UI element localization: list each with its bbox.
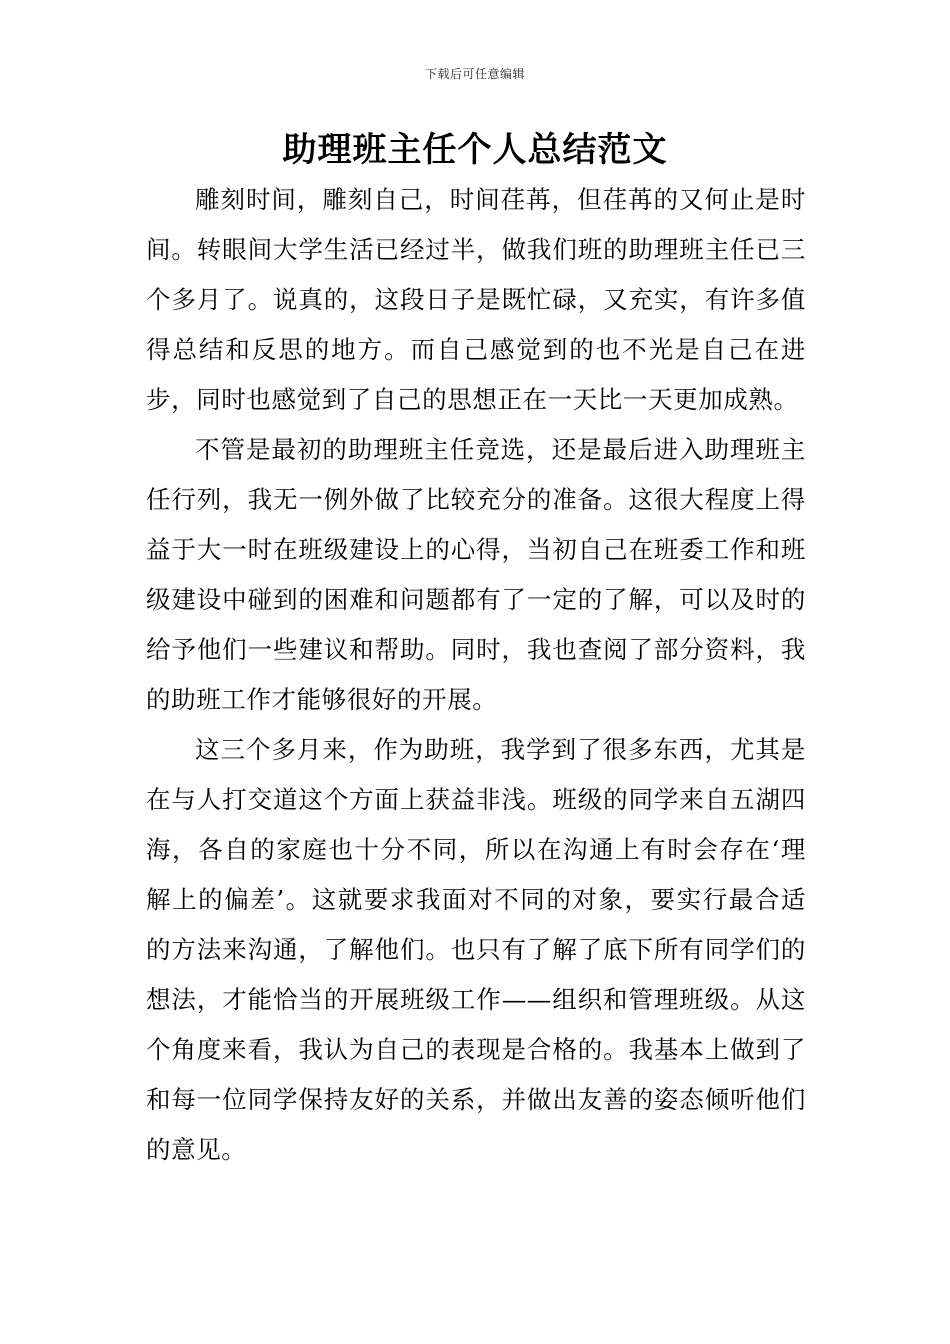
document-body [146,175,806,1175]
paragraph-3: 这三个多月来，作为助班，我学到了很多东西，尤其是在与人打交道这个方面上获益非浅。班级的同学来自五湖四海，各自的家庭也十分不同，所以在沟通上有时会存在‘理解上的偏差’。这就要求我面对不同的对象，要实行最合适的方法来沟通，了解他们。也只有了解了底下所有同学们的想法，才能恰当的开展班级工作——组织和管理班级。从这个角度来看，我认为自己的表现是合格的。我基本上做到了和每一位同学保持友好的关系，并做出友善的姿态倾听他们的意见。 [146,735,806,1164]
header-note: 下载后可任意编辑 [424,67,525,81]
document-title: 助理班主任个人总结范文 [282,130,668,170]
paragraph-1: 雕刻时间，雕刻自己，时间荏苒，但荏苒的又何止是时间。转眼间大学生活已经过半，做我们班的助理班主任已三个多月了。说真的，这段日子是既忙碌，又充实，有许多值得总结和反思的地方。而自己感觉到的也不光是自己在进步，同时也感觉到了自己的思想正在一天比一天更加成熟。 [146,185,806,414]
paragraph-2: 不管是最初的助理班主任竞选，还是最后进入助理班主任行列，我无一例外做了比较充分的准备。这很大程度上得益于大一时在班级建设上的心得，当初自己在班委工作和班级建设中碰到的困难和问题都有了一定的了解，可以及时的给予他们一些建议和帮助。同时，我也查阅了部分资料，我的助班工作才能够很好的开展。 [146,435,806,714]
